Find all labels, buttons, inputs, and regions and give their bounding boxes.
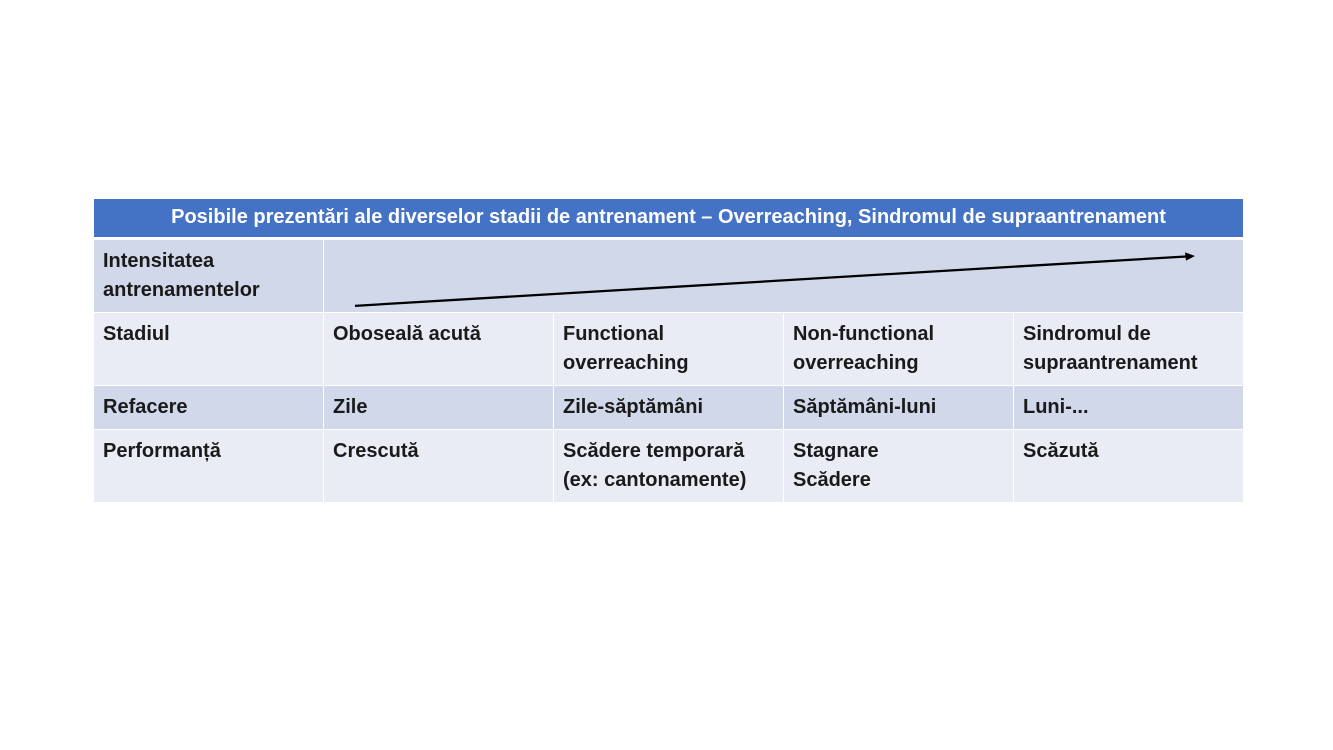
stage-cell-2-line2: overreaching <box>563 352 689 374</box>
intensity-arrow-cell <box>324 239 1244 313</box>
performance-cell-2-line1: Scădere temporară <box>563 440 745 462</box>
performance-cell-3-line2: Scădere <box>793 469 871 491</box>
stage-label: Stadiul <box>94 313 324 386</box>
performance-cell <box>1014 430 1244 503</box>
stage-cell-3-line2: overreaching <box>793 352 919 374</box>
performance-cell-4-text: Scăzută <box>1023 440 1099 462</box>
performance-cell <box>324 430 554 503</box>
training-stages-table <box>93 198 1244 503</box>
stage-cell-overtraining-syndrome <box>1014 313 1244 386</box>
stage-cell-acute-fatigue <box>324 313 554 386</box>
recovery-label: Refacere <box>94 386 324 430</box>
stage-cell-4-line1: Sindromul de <box>1023 323 1151 345</box>
performance-cell <box>554 430 784 503</box>
recovery-cell: Zile-săptămâni <box>554 386 784 430</box>
intensity-arrow-icon <box>324 240 1243 312</box>
performance-row <box>94 430 1244 503</box>
recovery-cell: Săptămâni-luni <box>784 386 1014 430</box>
performance-cell-1-text: Crescută <box>333 440 419 462</box>
stage-cell-nonfunctional-overreaching <box>784 313 1014 386</box>
performance-cell-3-line1: Stagnare <box>793 440 879 462</box>
stage-cell-4-line2: supraantrenament <box>1023 352 1198 374</box>
stage-cell-2-line1: Functional <box>563 323 665 345</box>
performance-cell-2-line2: (ex: cantonamente) <box>563 469 747 491</box>
recovery-cell: Luni-... <box>1014 386 1244 430</box>
table-title: Posibile prezentări ale diverselor stadii de antrenament – Overreaching, Sindromul de supraantrenament <box>94 199 1244 239</box>
recovery-cell: Zile <box>324 386 554 430</box>
stage-cell-1-text: Oboseală acută <box>333 323 481 345</box>
stage-cell-3-line1: Non-functional <box>793 323 935 345</box>
performance-cell <box>784 430 1014 503</box>
stage-row <box>94 313 1244 386</box>
intensity-label-line2: antrenamentelor <box>103 279 260 301</box>
performance-label: Performanță <box>94 430 324 503</box>
intensity-row <box>94 239 1244 313</box>
intensity-label-line1: Intensitatea <box>103 250 215 272</box>
recovery-row <box>94 386 1244 430</box>
intensity-label <box>94 239 324 313</box>
stage-cell-functional-overreaching <box>554 313 784 386</box>
